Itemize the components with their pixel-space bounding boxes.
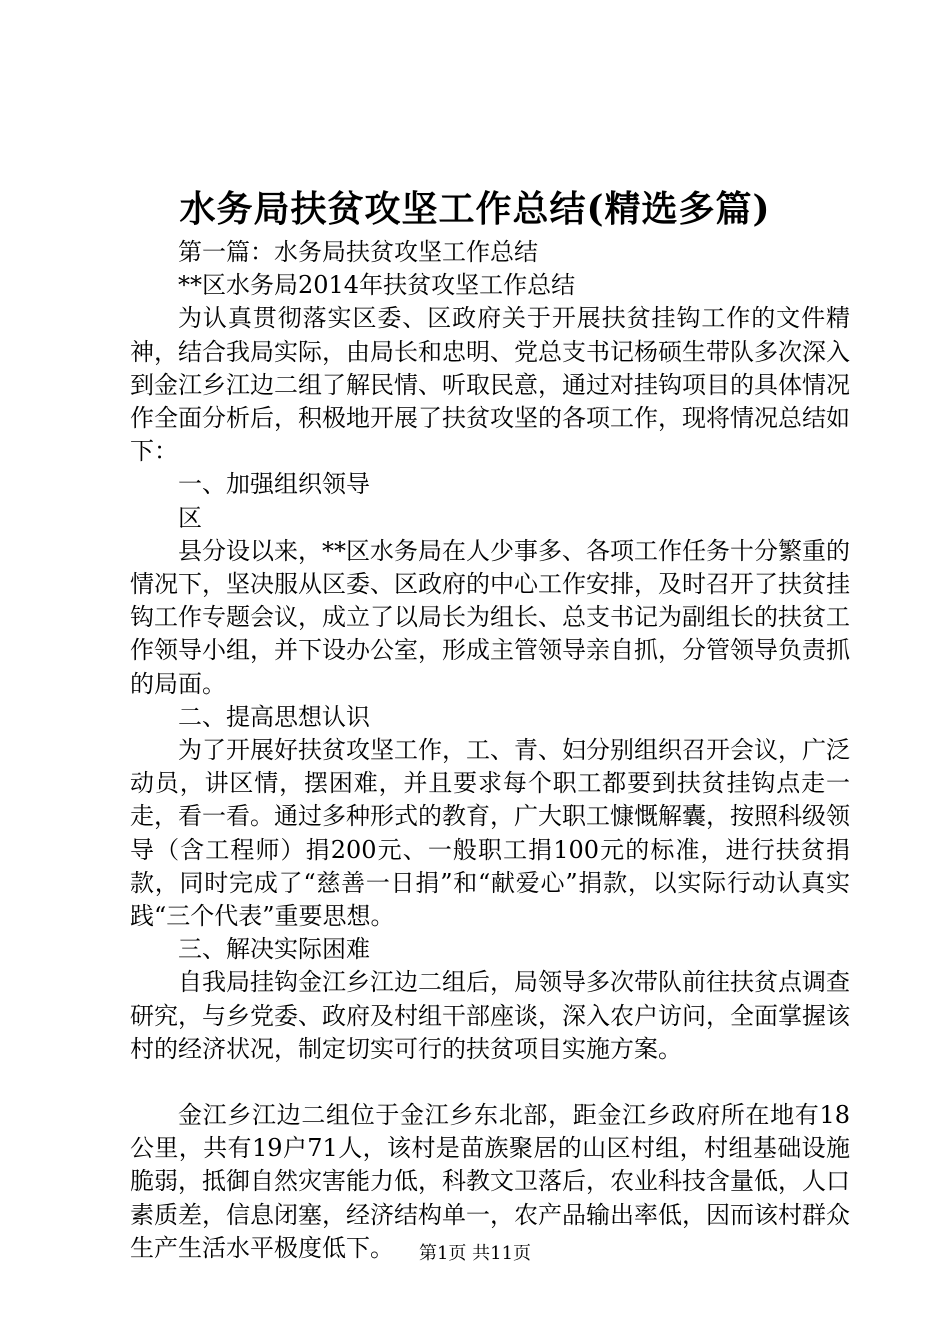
paragraph-village-profile: 金江乡江边二组位于金江乡东北部，距金江乡政府所在地有18公里，共有19户71人，该村是苗族聚居的山区村组，村组基础设施脆弱，抵御自然灾害能力低，科教文卫落后，农业科技含量低，人口素质差，信息闭塞，经济结构单一，农产品输出率低，因而该村群众生产生活水平极度低下。: [130, 1101, 850, 1262]
paragraph-difficulties: 自我局挂钩金江乡江边二组后，局领导多次带队前往扶贫点调查研究，与乡党委、政府及村组干部座谈，深入农户访问，全面掌握该村的经济状况，制定切实可行的扶贫项目实施方案。: [130, 968, 850, 1063]
page-number-footer: 第1页 共11页: [418, 1243, 532, 1264]
paragraph-fragment: 区: [178, 503, 202, 532]
paragraph-awareness: 为了开展好扶贫攻坚工作，工、青、妇分别组织召开会议，广泛动员，讲区情，摆困难，并且要求每个职工都要到扶贫挂钩点走一走，看一看。通过多种形式的教育，广大职工慷慨解囊，按照科级领导（含工程师）捐200元、一般职工捐100元的标准，进行扶贫捐款，同时完成了“慈善一日捐”和“献爱心”捐款，以实际行动认真实践“三个代表”重要思想。: [130, 736, 850, 931]
report-subtitle: **区水务局2014年扶贫攻坚工作总结: [178, 271, 576, 300]
section-heading-1: 一、加强组织领导: [178, 470, 370, 499]
section-heading-2: 二、提高思想认识: [178, 702, 370, 731]
document-body: [130, 236, 850, 1265]
section-heading-3: 三、解决实际困难: [178, 935, 370, 964]
section-heading-part-one: 第一篇：水务局扶贫攻坚工作总结: [178, 238, 538, 266]
paragraph-spacer: [130, 1066, 850, 1099]
paragraph-intro: 为认真贯彻落实区委、区政府关于开展扶贫挂钩工作的文件精神，结合我局实际，由局长和忠明、党总支书记杨硕生带队多次深入到金江乡江边二组了解民情、听取民意，通过对挂钩项目的具体情况作全面分析后，积极地开展了扶贫攻坚的各项工作，现将情况总结如下：: [130, 304, 850, 466]
document-title: 水务局扶贫攻坚工作总结(精选多篇): [179, 188, 771, 230]
paragraph-organization: 县分设以来，**区水务局在人少事多、各项工作任务十分繁重的情况下，坚决服从区委、区政府的中心工作安排，及时召开了扶贫挂钩工作专题会议，成立了以局长为组长、总支书记为副组长的扶贫工作领导小组，并下设办公室，形成主管领导亲自抓，分管领导负责抓的局面。: [130, 536, 850, 698]
